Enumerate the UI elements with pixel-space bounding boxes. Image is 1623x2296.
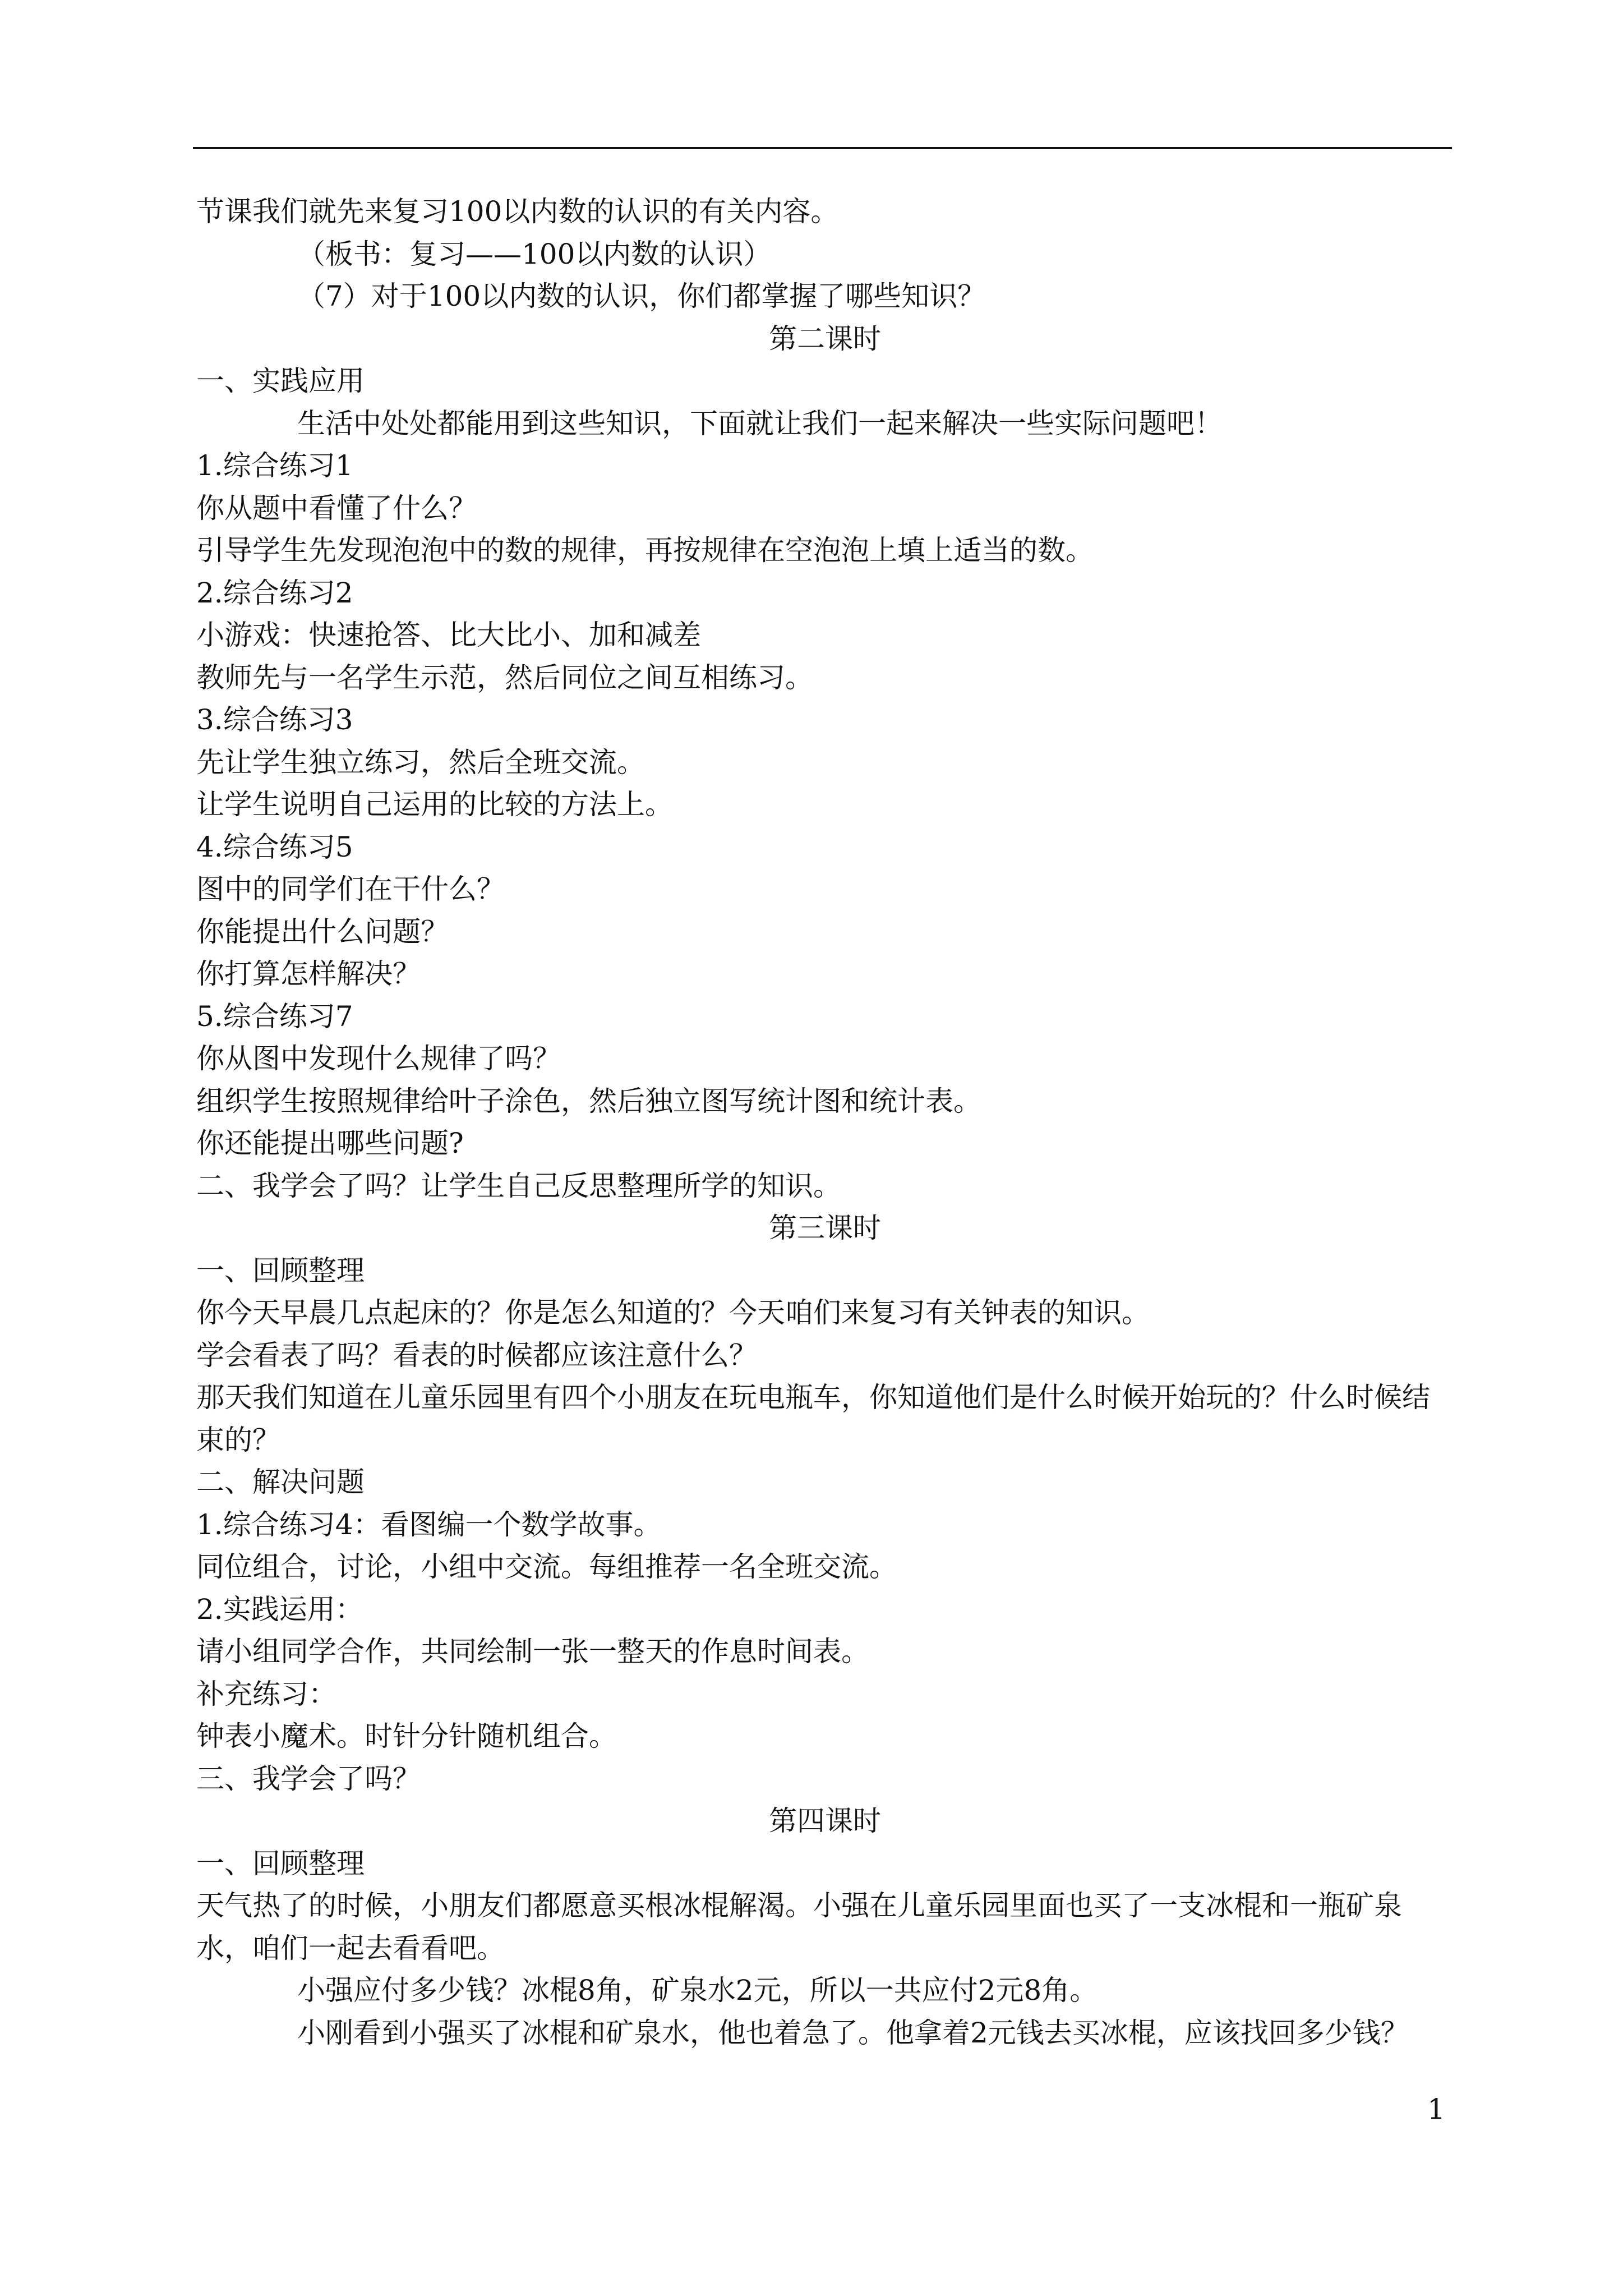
text-paragraph: 天气热了的时候，小朋友们都愿意买根冰棍解渴。小强在儿童乐园里面也买了一支冰棍和一瓶矿泉水，咱们一起去看看吧。 [196, 1889, 1402, 1964]
text-line: 学会看表了吗？看表的时候都应该注意什么？ [196, 1338, 757, 1372]
text-line: 引导学生先发现泡泡中的数的规律，再按规律在空泡泡上填上适当的数。 [196, 534, 1094, 567]
text-line: 教师先与一名学生示范，然后同位之间互相练习。 [196, 661, 813, 694]
section-heading: 第四课时 [769, 1805, 881, 1837]
text-line: 小强应付多少钱？冰棍8角，矿泉水2元，所以一共应付2元8角。 [297, 1974, 1098, 2007]
text-line: 组织学生按照规律给叶子涂色，然后独立图写统计图和统计表。 [196, 1084, 981, 1117]
text-line: 你从图中发现什么规律了吗？ [196, 1042, 561, 1075]
text-line: 请小组同学合作，共同绘制一张一整天的作息时间表。 [196, 1635, 869, 1668]
text-line: 2.实践运用： [196, 1593, 363, 1626]
text-line: 你从题中看懂了什么？ [196, 491, 477, 524]
document-body [196, 191, 1454, 2054]
text-line: 你今天早晨几点起床的？你是怎么知道的？今天咱们来复习有关钟表的知识。 [196, 1296, 1150, 1329]
text-line: 让学生说明自己运用的比较的方法上。 [196, 788, 673, 821]
text-line: （7）对于100以内数的认识，你们都掌握了哪些知识？ [297, 280, 986, 312]
text-line: 图中的同学们在干什么？ [196, 873, 505, 905]
page-number: 1 [1427, 2093, 1445, 2125]
text-line: 二、解决问题 [196, 1466, 365, 1498]
text-line: 一、回顾整理 [196, 1847, 365, 1880]
text-line: 3.综合练习3 [196, 703, 353, 736]
text-line: 1.综合练习1 [196, 449, 353, 482]
text-line: 小游戏：快速抢答、比大比小、加和减差 [196, 619, 701, 651]
text-line: 补充练习： [196, 1677, 336, 1710]
header-rule [193, 147, 1452, 149]
text-line: 先让学生独立练习，然后全班交流。 [196, 746, 645, 779]
text-line: 你打算怎样解决？ [196, 958, 421, 990]
text-line: 同位组合，讨论，小组中交流。每组推荐一名全班交流。 [196, 1550, 897, 1583]
text-line: 5.综合练习7 [196, 1000, 353, 1033]
text-line: 你还能提出哪些问题? [196, 1127, 464, 1159]
text-line: 二、我学会了吗？让学生自己反思整理所学的知识。 [196, 1169, 841, 1202]
text-line: 一、实践应用 [196, 365, 365, 397]
text-paragraph: 那天我们知道在儿童乐园里有四个小朋友在玩电瓶车，你知道他们是什么时候开始玩的？什么时候结束的？ [196, 1381, 1430, 1456]
text-line: 1.综合练习4：看图编一个数学故事。 [196, 1508, 662, 1541]
text-line: 一、回顾整理 [196, 1254, 365, 1287]
text-line: 节课我们就先来复习100以内数的认识的有关内容。 [196, 195, 839, 228]
text-line: （板书：复习——100以内数的认识） [297, 237, 772, 270]
text-line: 2.综合练习2 [196, 576, 353, 609]
section-heading: 第二课时 [769, 322, 881, 355]
text-line: 小刚看到小强买了冰棍和矿泉水，他也着急了。他拿着2元钱去买冰棍，应该找回多少钱？ [297, 2016, 1409, 2049]
section-heading: 第三课时 [769, 1212, 881, 1244]
text-line: 三、我学会了吗？ [196, 1762, 421, 1795]
text-line: 钟表小魔术。时针分针随机组合。 [196, 1720, 617, 1752]
text-line: 4.综合练习5 [196, 830, 353, 863]
text-line: 你能提出什么问题？ [196, 915, 449, 948]
text-line: 生活中处处都能用到这些知识，下面就让我们一起来解决一些实际问题吧！ [297, 407, 1223, 440]
